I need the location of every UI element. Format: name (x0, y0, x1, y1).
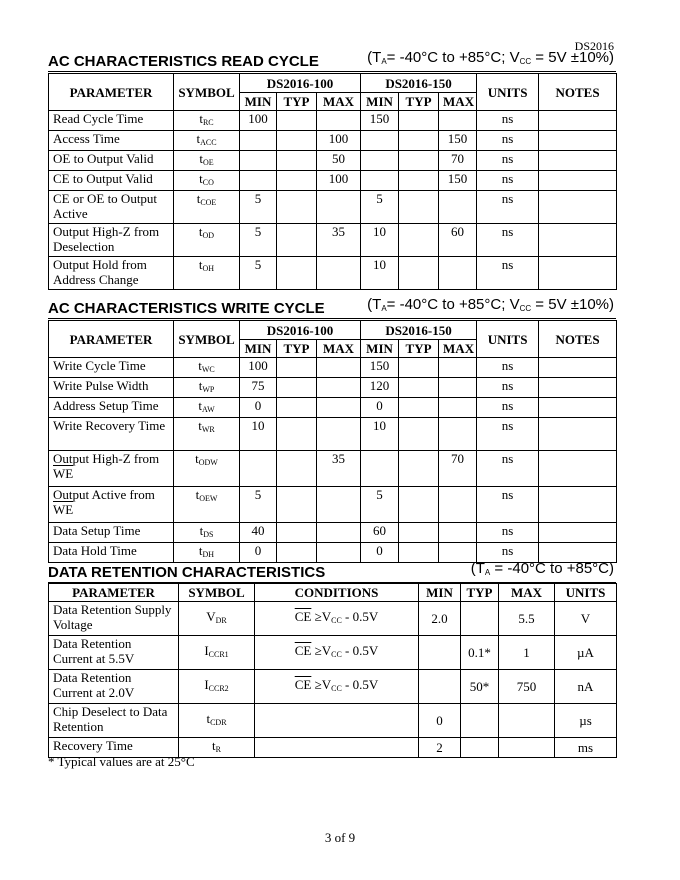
cell-typ2 (399, 378, 439, 398)
cell-symbol: $t_{RC}$ (174, 111, 240, 131)
col-typ: TYP (399, 93, 439, 111)
cell-max: 5.5 (499, 602, 555, 636)
cell-typ: 0.1* (461, 636, 499, 670)
cell-symbol: $t_{OE}$ (174, 151, 240, 171)
cell-parameter: Access Time (49, 131, 174, 151)
cell-max2 (439, 398, 477, 418)
col-grade-100: DS2016-100 (240, 321, 361, 340)
cell-units: ns (477, 523, 539, 543)
cell-parameter: Recovery Time (49, 738, 179, 758)
col-max: MAX (439, 340, 477, 358)
page-number: 3 of 9 (324, 830, 356, 845)
cell-typ1 (277, 151, 317, 171)
cell-symbol: $t_{WP}$ (174, 378, 240, 398)
cell-max1 (317, 523, 361, 543)
cell-typ2 (399, 257, 439, 290)
write-cycle-title: AC CHARACTERISTICS WRITE CYCLE (48, 300, 325, 317)
col-units: UNITS (477, 74, 539, 111)
cell-min2: 10 (361, 257, 399, 290)
cell-min2 (361, 151, 399, 171)
cell-units: ns (477, 398, 539, 418)
table-row (49, 602, 617, 636)
cell-typ2 (399, 224, 439, 257)
cell-min2: 10 (361, 224, 399, 257)
cell-min2: 5 (361, 487, 399, 523)
cell-typ2 (399, 171, 439, 191)
col-units: UNITS (555, 584, 617, 602)
cell-units: ns (477, 131, 539, 151)
cell-parameter: Read Cycle Time (49, 111, 174, 131)
cell-min2: 10 (361, 418, 399, 451)
cell-parameter: Output Active from $\overline{WE}$ (49, 487, 174, 523)
cell-units: ns (477, 224, 539, 257)
cell-min2 (361, 171, 399, 191)
col-symbol: SYMBOL (174, 321, 240, 358)
cell-units: ns (477, 257, 539, 290)
col-min: MIN (361, 340, 399, 358)
cell-notes (539, 523, 617, 543)
cell-typ1 (277, 171, 317, 191)
cell-min1: 5 (240, 191, 277, 224)
cell-units: ns (477, 151, 539, 171)
cell-max2 (439, 257, 477, 290)
cell-min: 0 (419, 704, 461, 738)
cell-units: ns (477, 191, 539, 224)
cell-typ1 (277, 224, 317, 257)
cell-max2: 70 (439, 451, 477, 487)
cell-max2 (439, 487, 477, 523)
col-typ: TYP (277, 340, 317, 358)
cell-parameter: Output High-Z from $\overline{WE}$ (49, 451, 174, 487)
cell-max1 (317, 111, 361, 131)
col-typ: TYP (461, 584, 499, 602)
cell-typ2 (399, 523, 439, 543)
table-row (49, 358, 617, 378)
cell-min (419, 670, 461, 704)
table-row (49, 487, 617, 523)
col-units: UNITS (477, 321, 539, 358)
col-min: MIN (419, 584, 461, 602)
cell-notes (539, 451, 617, 487)
col-grade-150: DS2016-150 (361, 74, 477, 93)
cell-symbol: $I_{CCR2}$ (179, 670, 255, 704)
col-conditions: CONDITIONS (255, 584, 419, 602)
cell-min1: 0 (240, 543, 277, 563)
cell-units: nA (555, 670, 617, 704)
cell-typ2 (399, 487, 439, 523)
cell-notes (539, 151, 617, 171)
cell-min1: 5 (240, 257, 277, 290)
cell-min2: 120 (361, 378, 399, 398)
cell-notes (539, 111, 617, 131)
cell-symbol: $t_{CO}$ (174, 171, 240, 191)
cell-max1 (317, 487, 361, 523)
cell-min2 (361, 451, 399, 487)
cell-notes (539, 487, 617, 523)
cell-units: ms (555, 738, 617, 758)
cell-min2: 150 (361, 111, 399, 131)
cell-min1 (240, 451, 277, 487)
cell-min: 2.0 (419, 602, 461, 636)
cell-units: V (555, 602, 617, 636)
table-row (49, 378, 617, 398)
read-cycle-title: AC CHARACTERISTICS READ CYCLE (48, 53, 319, 70)
cell-max1: 100 (317, 171, 361, 191)
data-retention-conditions: ($T_A = -40^\circ C$ to +85°C) (470, 560, 614, 577)
cell-symbol: $I_{CCR1}$ (179, 636, 255, 670)
col-typ: TYP (277, 93, 317, 111)
col-max: MAX (499, 584, 555, 602)
table-row (49, 131, 617, 151)
cell-symbol: $t_{ODW}$ (174, 451, 240, 487)
cell-notes (539, 131, 617, 151)
cell-typ1 (277, 398, 317, 418)
cell-min2: 5 (361, 191, 399, 224)
cell-units: ns (477, 418, 539, 451)
table-row (49, 398, 617, 418)
cell-min2: 0 (361, 543, 399, 563)
cell-typ (461, 738, 499, 758)
cell-notes (539, 171, 617, 191)
col-max: MAX (439, 93, 477, 111)
read-cycle-heading (48, 49, 614, 71)
cell-typ1 (277, 487, 317, 523)
cell-typ1 (277, 257, 317, 290)
cell-min1 (240, 131, 277, 151)
cell-max1: 35 (317, 224, 361, 257)
table-row (49, 636, 617, 670)
cell-min2: 60 (361, 523, 399, 543)
table-row (49, 151, 617, 171)
cell-parameter: Chip Deselect to Data Retention (49, 704, 179, 738)
cell-symbol: $t_{AW}$ (174, 398, 240, 418)
cell-typ1 (277, 358, 317, 378)
cell-min2: 0 (361, 398, 399, 418)
cell-parameter: $\overline{CE}$ to Output Valid (49, 171, 174, 191)
cell-parameter: Data Retention Current at 2.0V (49, 670, 179, 704)
cell-parameter: Data Retention Supply Voltage (49, 602, 179, 636)
cell-typ2 (399, 418, 439, 451)
cell-symbol: $t_{WR}$ (174, 418, 240, 451)
cell-max2: 150 (439, 131, 477, 151)
write-cycle-heading (48, 296, 614, 318)
cell-max: 1 (499, 636, 555, 670)
cell-max (499, 704, 555, 738)
cell-min1 (240, 171, 277, 191)
table-row (49, 418, 617, 451)
cell-typ1 (277, 418, 317, 451)
cell-max (499, 738, 555, 758)
col-symbol: SYMBOL (174, 74, 240, 111)
cell-units: ns (477, 171, 539, 191)
read-cycle-table (48, 73, 617, 290)
cell-conditions: $\overline{CE} \ge V_{CC} - 0.5V$ (255, 602, 419, 636)
cell-notes (539, 358, 617, 378)
cell-min1: 40 (240, 523, 277, 543)
table-row (49, 171, 617, 191)
cell-typ2 (399, 191, 439, 224)
cell-conditions (255, 738, 419, 758)
cell-units: ns (477, 487, 539, 523)
cell-parameter: Output High-Z from Deselection (49, 224, 174, 257)
data-retention-title: DATA RETENTION CHARACTERISTICS (48, 564, 326, 581)
cell-symbol: $V_{DR}$ (179, 602, 255, 636)
col-parameter: PARAMETER (49, 74, 174, 111)
write-cycle-rule (48, 318, 616, 319)
read-cycle-rows (49, 111, 617, 290)
cell-units: ns (477, 358, 539, 378)
cell-typ2 (399, 398, 439, 418)
cell-conditions: $\overline{CE} \ge V_{CC} - 0.5V$ (255, 670, 419, 704)
cell-max1 (317, 191, 361, 224)
cell-typ (461, 704, 499, 738)
cell-typ1 (277, 191, 317, 224)
table-row (49, 670, 617, 704)
cell-conditions: $\overline{CE} \ge V_{CC} - 0.5V$ (255, 636, 419, 670)
data-retention-table (48, 583, 617, 758)
write-cycle-table (48, 320, 617, 563)
cell-max1 (317, 257, 361, 290)
col-min: MIN (240, 340, 277, 358)
cell-min (419, 636, 461, 670)
cell-units: µs (555, 704, 617, 738)
cell-max1: 35 (317, 451, 361, 487)
cell-conditions (255, 704, 419, 738)
cell-max2 (439, 378, 477, 398)
col-typ: TYP (399, 340, 439, 358)
cell-parameter: Write Recovery Time (49, 418, 174, 451)
cell-typ1 (277, 131, 317, 151)
footnote: * Typical values are at 25°C (48, 754, 195, 769)
col-min: MIN (240, 93, 277, 111)
cell-symbol: $t_{OH}$ (174, 257, 240, 290)
col-parameter: PARAMETER (49, 321, 174, 358)
cell-min2: 150 (361, 358, 399, 378)
cell-parameter: Output Hold from Address Change (49, 257, 174, 290)
cell-max1: 100 (317, 131, 361, 151)
table-row (49, 704, 617, 738)
cell-max1 (317, 543, 361, 563)
cell-max2: 60 (439, 224, 477, 257)
col-notes: NOTES (539, 321, 617, 358)
col-symbol: SYMBOL (179, 584, 255, 602)
cell-parameter: Data Setup Time (49, 523, 174, 543)
cell-min1: 100 (240, 111, 277, 131)
cell-max1 (317, 398, 361, 418)
cell-max2 (439, 358, 477, 378)
cell-parameter: $\overline{OE}$ to Output Valid (49, 151, 174, 171)
cell-min1: 0 (240, 398, 277, 418)
cell-symbol: $t_{OEW}$ (174, 487, 240, 523)
cell-max2: 150 (439, 171, 477, 191)
cell-symbol: $t_{OD}$ (174, 224, 240, 257)
cell-min1: 5 (240, 487, 277, 523)
cell-symbol: $t_{COE}$ (174, 191, 240, 224)
cell-max1 (317, 358, 361, 378)
table-row (49, 451, 617, 487)
cell-typ2 (399, 451, 439, 487)
cell-parameter: Address Setup Time (49, 398, 174, 418)
cell-symbol: $t_{WC}$ (174, 358, 240, 378)
cell-max: 750 (499, 670, 555, 704)
cell-units: ns (477, 111, 539, 131)
cell-notes (539, 418, 617, 451)
col-max: MAX (317, 340, 361, 358)
cell-max1: 50 (317, 151, 361, 171)
table-row (49, 523, 617, 543)
cell-max1 (317, 418, 361, 451)
col-grade-100: DS2016-100 (240, 74, 361, 93)
cell-notes (539, 257, 617, 290)
cell-typ2 (399, 358, 439, 378)
table-row (49, 224, 617, 257)
cell-min1 (240, 151, 277, 171)
cell-min1: 10 (240, 418, 277, 451)
write-cycle-rows (49, 358, 617, 563)
cell-typ2 (399, 131, 439, 151)
cell-notes (539, 224, 617, 257)
cell-notes (539, 191, 617, 224)
table-row (49, 111, 617, 131)
cell-units: ns (477, 378, 539, 398)
col-grade-150: DS2016-150 (361, 321, 477, 340)
cell-units: ns (477, 451, 539, 487)
cell-min1: 5 (240, 224, 277, 257)
cell-typ2 (399, 111, 439, 131)
cell-max2 (439, 523, 477, 543)
table-row (49, 191, 617, 224)
cell-typ1 (277, 523, 317, 543)
cell-notes (539, 378, 617, 398)
cell-min1: 75 (240, 378, 277, 398)
cell-max2 (439, 418, 477, 451)
read-cycle-conditions: ($T_A= -40^\circ C$ to +85°C; $V_{CC} = 5V \pm 10\%$) (367, 49, 614, 66)
cell-typ1 (277, 543, 317, 563)
doc-id: DS2016 (574, 39, 614, 53)
cell-units: ns (477, 543, 539, 563)
cell-notes (539, 398, 617, 418)
cell-parameter: Data Retention Current at 5.5V (49, 636, 179, 670)
cell-typ: 50* (461, 670, 499, 704)
cell-parameter: $\overline{CE}$ or $\overline{OE}$ to Output Active (49, 191, 174, 224)
cell-typ2 (399, 151, 439, 171)
col-parameter: PARAMETER (49, 584, 179, 602)
cell-min1: 100 (240, 358, 277, 378)
cell-symbol: $t_R$ (179, 738, 255, 758)
cell-parameter: Data Hold Time (49, 543, 174, 563)
data-retention-heading (48, 560, 614, 582)
cell-typ1 (277, 111, 317, 131)
cell-min2 (361, 131, 399, 151)
cell-symbol: $t_{CDR}$ (179, 704, 255, 738)
cell-max2: 70 (439, 151, 477, 171)
data-retention-rows (49, 602, 617, 758)
cell-max1 (317, 378, 361, 398)
cell-parameter: Write Pulse Width (49, 378, 174, 398)
cell-units: µA (555, 636, 617, 670)
cell-parameter: Write Cycle Time (49, 358, 174, 378)
write-cycle-conditions: ($T_A= -40^\circ C$ to +85°C; $V_{CC} = 5V \pm 10\%$) (367, 296, 614, 313)
col-min: MIN (361, 93, 399, 111)
cell-symbol: $t_{DS}$ (174, 523, 240, 543)
cell-max2 (439, 111, 477, 131)
cell-symbol: $t_{DH}$ (174, 543, 240, 563)
read-cycle-rule (48, 71, 616, 72)
cell-typ1 (277, 451, 317, 487)
table-row (49, 257, 617, 290)
cell-symbol: $t_{ACC}$ (174, 131, 240, 151)
cell-typ1 (277, 378, 317, 398)
col-max: MAX (317, 93, 361, 111)
cell-min: 2 (419, 738, 461, 758)
cell-typ (461, 602, 499, 636)
cell-typ2 (399, 543, 439, 563)
col-notes: NOTES (539, 74, 617, 111)
cell-max2 (439, 191, 477, 224)
